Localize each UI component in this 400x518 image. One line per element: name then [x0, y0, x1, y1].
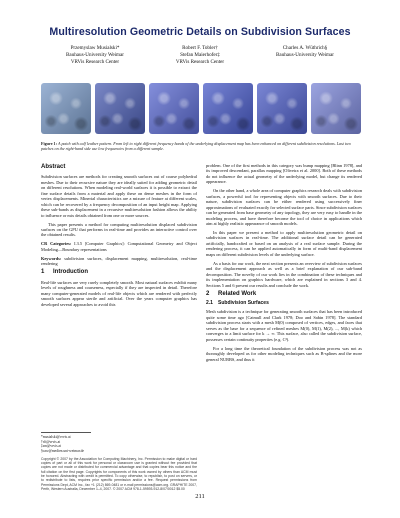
cr-label: CR Categories: — [41, 241, 72, 247]
body-paragraph: In this paper we present a method to apply multiresolution geometric detail on subdivision surfaces in real-time. The additional surface detail can be generated artificially, handcrafted or based on an analysis of a real surface sample. During the rendering process, it can be applied automatically in form of multi-band displacement maps on different subdivision levels of the underlying surface. — [206, 229, 362, 257]
subsection-title: Subdivision Surfaces — [218, 299, 269, 306]
copyright-notice: Copyright © 2007 by the Association for Computing Machinery, Inc. Permission to make digital or hard copies of part or all of this work for personal or classroom use is granted without fee provided that copies are not made or distributed for commercial advantage and that copies bear this notice and the full citation on the first page. Copyrights for components of this work owned by others than ACM must be honored. Abstracting with credit is permitted. To copy otherwise, to republish, to post on servers, or to redistribute to lists, requires prior specific permission and/or a fee. Request permissions from Permissions Dept, ACM Inc., fax +1 (212) 869-0481 or e-mail permissions@acm.org. GRAPHITE 2007, Perth, Western Australia, December 1–4, 2007. © 2007 ACM 978-1-59593-912-8/07/0012 $5.00 — [41, 456, 197, 491]
surface-patch-image — [95, 83, 145, 134]
abstract-paragraph: This paper presents a method for computing multiresolution displaced subdivision surfaces on the GPU that performs in real-time and provides an interactive control over the obtained results. — [41, 221, 197, 238]
body-paragraph: problem. One of the first methods in this category was bump mapping [Blinn 1978], and its improved descendant, parallax mapping [Oliveira et al. 2000]. Both of these methods do not influence the actual geometry of the underlying model, but change its rendered appearance. — [206, 163, 362, 185]
related-work-heading — [206, 292, 362, 297]
figure-caption — [41, 141, 363, 151]
author-name: Charles A. Wüthrich§ — [282, 45, 328, 51]
footnote-email: *musialski@vrvis.at — [41, 435, 71, 439]
author-name: Przemyslaw Musialski* — [70, 45, 120, 51]
abstract-paragraph: Subdivision surfaces are methods for creating smooth surfaces out of coarse polyhedral meshes. Due to their recursive nature they are ideally suited for adding geometric detail on different resolutions. When modeling real-world surfaces it is possible to extract the fine surface details from a material and apply these on dense meshes in the form of vertex displacements. Minerial characteristics are a mixure of feature at different scales, which can be recovered by a frequency decomposition of an input height map. Applying these sub-bands as displacement in a recursive multiresolution fashion allows the ability to influence or mix details obtained from one or more sources. — [41, 174, 197, 218]
author-1 — [40, 45, 150, 66]
author-affiliation: VRVis Research Center — [70, 59, 120, 65]
left-column — [41, 163, 197, 310]
surface-patch-image — [149, 83, 199, 134]
surface-patch-image — [203, 83, 253, 134]
page-number: 211 — [195, 493, 205, 500]
author-3 — [250, 45, 360, 59]
paper-title: Multiresolution Geometric Details on Subdivision Surfaces — [49, 26, 351, 38]
section-title: Introduction — [53, 269, 88, 276]
footnotes — [41, 432, 197, 491]
subsection-number: 2.1 — [206, 299, 213, 306]
footnote-rule — [41, 432, 91, 433]
keywords-text: subdivision surfaces, displacement mapping, multiresolution, real-time rendering — [41, 255, 197, 267]
author-name: Robert F. Tobler† — [182, 45, 218, 51]
author-affiliation: Bauhaus-University Weimar — [66, 52, 124, 58]
footnote-email: §caw@medien.uni-weimar.de — [41, 449, 85, 454]
surface-patch-image — [257, 83, 307, 134]
footnote-email: ‡sm@vrvis.at — [41, 444, 61, 449]
section-title: Related Work — [218, 290, 257, 297]
body-paragraph: As a basis for our work, the next section presents an overview of subdivision surfaces and the displacement approach as well as a brief explanation of our sub-band decomposition. The novelty of our work lies in the combination of these techniques and its implementation on graphics hardware, which are explained in sections 3 and 4. Sections 5 and 6 present our results and conclude the work. — [206, 260, 362, 288]
body-paragraph: On the other hand, a whole area of computer graphics research deals with subdivision surfaces, a powerful tool for representing objects with smooth surfaces. Due to their nature, subdivision surfaces can be either rendered using successively finer approximations of evaluated exactly for selected surface parts. Since subdivision surfaces can be generated from base geometry of any topology, they are very easy to handle in the modeling process, and have therefore become the tool of choice in applications which aim at highly realistic appearance of smooth models. — [206, 188, 362, 227]
keywords-label: Keywords: — [41, 255, 62, 261]
intro-paragraph: Real-life surfaces are very rarely completely smooth. Most natural surfaces exhibit many levels of roughness and coarseness, especially if they are inspected in detail. Therefore many computer-generated models of real-life objects which are rendered with perfectly smooth surfaces appear sterile and artificial. Over the years computer graphics has developed several approaches to avoid this — [41, 279, 197, 307]
section-number: 1 — [41, 269, 45, 276]
body-paragraph: Mesh subdivision is a technique for generating smooth surfaces that has been introduced quite some time ago [Catmull and Clark 1978; Doo and Sabin 1978]. The standard subdivision process starts with a mesh M(0) composed of vertices, edges, and faces that serves as the base for a sequence of refined meshes M(0), M(1), M(2), ..., M(k) which converges to a limit surface for k → ∞. This surface, also called the subdivision surface, possesses certain continuity properties (e.g. C²). — [206, 309, 362, 342]
author-block — [40, 45, 360, 75]
teaser-figure — [41, 83, 361, 138]
author-name: Stefan Maierhofer‡ — [180, 52, 220, 58]
caption-label: Figure 1: — [41, 141, 57, 146]
abstract-heading: Abstract — [41, 164, 66, 170]
author-affiliation: Bauhaus-University Weimar — [276, 52, 334, 58]
footnote-email: †rft@vrvis.at — [41, 439, 61, 444]
surface-patch-image — [311, 83, 361, 134]
author-affiliation: VRVis Research Center — [175, 59, 225, 65]
keywords — [41, 256, 197, 267]
section-number: 2 — [206, 290, 210, 297]
caption-text: A patch with calf leather pattern. From left to right different frequency bands of the underlying displacement map has been enhanced on different subdivision resolutions. Last two patches on the right-hand side use low frequencies from a different sample. — [41, 141, 351, 152]
introduction-heading — [41, 270, 197, 275]
cr-text: I.3.5 [Computer Graphics]: Computational Geometry and Object Modeling—Boundary representations — [41, 241, 197, 252]
author-2 — [145, 45, 255, 66]
body-paragraph: For a long time the theoretical foundation of the subdivision process was not as thoroughly developed as for other modeling techniques such as B-splines and the more general NURBS, and thus it — [206, 345, 362, 362]
surface-patch-image — [41, 83, 91, 134]
right-column — [206, 163, 362, 366]
cr-categories — [41, 241, 197, 252]
subdivision-surfaces-heading — [206, 301, 362, 306]
